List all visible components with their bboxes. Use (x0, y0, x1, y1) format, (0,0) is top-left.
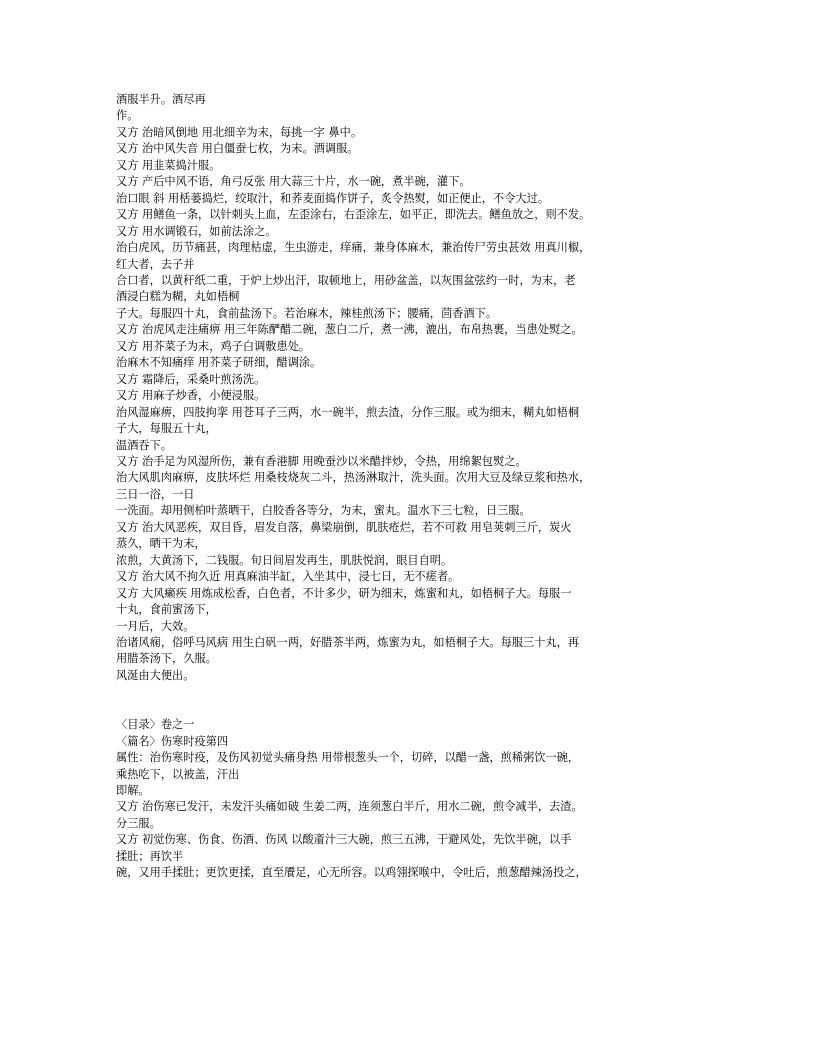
text-line: 〈篇名〉伤寒时疫第四 (116, 734, 229, 748)
text-line: 温酒吞下。 (116, 438, 173, 452)
text-line: 治口眼 斜 用栝蒌捣烂，绞取汁，和荞麦面捣作饼子，炙令热熨，如正便止，不令大过。 (116, 191, 550, 205)
text-line: 又方 用鳝鱼一条，以针刺头上血，左歪涂右，右歪涂左，如平正，即洗去。鳝鱼放之，则不发。 (116, 208, 591, 222)
text-line: 属性：治伤寒时疫，及伤风初觉头痛身热 用带根葱头一个，切碎，以醋一盏，煎稀粥饮一碗， (116, 751, 580, 765)
text-line: 风涎由大便出。 (116, 668, 195, 682)
text-line: 又方 用水调锻石，如前法涂之。 (116, 224, 277, 238)
text-line: 子大。每服四十丸，食前盐汤下。若治麻木，辣桂煎汤下；腰痛，茴香酒下。 (116, 306, 498, 320)
text-line: 三日一浴，一日 (116, 487, 195, 501)
text-line: 合口者，以黄秆纸二重，于炉上炒出汗，取顿地上，用砂盆盖，以灰围盆弦约一时，为末，老 (116, 273, 576, 287)
text-line: 又方 治虎风走注痛痹 用三年陈酽醋二碗，葱白二斤，煮一沸，漉出，布帛热裹，当患处熨之。 (116, 323, 583, 337)
text-line: 蒸久，晒干为末， (116, 537, 206, 551)
text-line: 即解。 (116, 784, 150, 797)
text-line: 子大，每服五十丸， (116, 422, 217, 436)
text-line: 又方 产后中风不语，角弓反张 用大蒜三十片，水一碗，煮半碗，灌下。 (116, 175, 471, 189)
text-line: 揉肚；再饮半 (116, 849, 184, 863)
text-line: 治白虎风，历节痛甚，肉理枯虚，生虫游走，痒痛，兼身体麻木，兼治传尸劳虫甚效 用真川椒， (116, 241, 591, 255)
text-line: 又方 治大风不拘久近 用真麻油半缸，入坐其中，浸七日，无不瘥者。 (116, 570, 460, 584)
text-line: 酒浸白糕为糊，丸如梧桐 (116, 290, 240, 304)
text-line: 碗，又用手揉肚；更饮更揉，直至餍足，心无所容。以鸡翎探喉中，令吐后，煎葱醋辣汤投之， (116, 866, 587, 880)
text-line: 浓煎，大黄汤下，二钱服。旬日间眉发再生，肌肤悦润，眼目自明。 (116, 553, 453, 567)
text-line: 分三服。 (116, 816, 161, 830)
text-line: 红大者，去子并 (116, 257, 195, 271)
text-line: 又方 初觉伤寒、伤食、伤酒、伤风 以酸齑汁三大碗，煎三五沸，于避风处，先饮半碗，以手 (116, 833, 572, 847)
document-text-block (116, 92, 708, 882)
text-line: 又方 用韭菜捣汁服。 (116, 158, 221, 172)
text-line: 治风湿麻痹，四肢拘挛 用苍耳子三两，水一碗半，煎去渣，分作三服。或为细末，糊丸如梧桐 (116, 405, 580, 419)
text-line: 一洗面。却用侧柏叶蒸晒干，白胶香各等分，为末，蜜丸。温水下三七粒，日三服。 (116, 504, 531, 518)
text-line: 又方 治中风失音 用白僵蚕七枚，为末。酒调服。 (116, 142, 359, 156)
text-line: 又方 治手足为风湿所伤，兼有香港脚 用晚蚕沙以米醋拌炒，令热，用绵絮包熨之。 (116, 454, 527, 468)
text-line: 治诸风痫，俗呼马风病 用生白矾一两，好腊茶半两，炼蜜为丸，如梧桐子大。每服三十丸，再 (116, 635, 580, 649)
text-line: 又方 大风癞疾 用炼成松香，白色者，不计多少，研为细末，炼蜜和丸，如梧桐子大。每服一 (116, 586, 572, 600)
text-line: 又方 治暗风倒地 用北细辛为末，每挑一字 鼻中。 (116, 125, 363, 139)
text-line: 〈目录〉卷之一 (116, 718, 195, 732)
text-line: 又方 用芥菜子为末，鸡子白调敷患处。 (116, 339, 311, 353)
text-line: 酒服半升。酒尽再 (116, 93, 206, 106)
text-line: 十丸，食前蜜汤下， (116, 603, 217, 617)
text-line: 乘热吃下，以被盖，汗出 (116, 767, 240, 781)
blank-line (116, 701, 708, 717)
text-line: 用腊茶汤下，久服。 (116, 652, 217, 666)
blank-line (116, 684, 708, 700)
text-line: 一月后，大效。 (116, 619, 195, 633)
text-line: 治麻木不知痛痒 用芥菜子研细，醋调涂。 (116, 356, 322, 370)
text-line: 又方 用麻子炒香，小便浸服。 (116, 389, 266, 403)
text-line: 作。 (116, 109, 139, 123)
text-line: 又方 霜降后，采桑叶煎汤洗。 (116, 372, 266, 386)
text-line: 又方 治伤寒已发汗，未发汗头痛如破 生姜二两，连须葱白半斤，用水二碗，煎令减半，去渣。 (116, 800, 583, 814)
text-line: 又方 治大风恶疾，双目昏，眉发自落，鼻梁崩倒，肌肤疮烂，若不可救 用皂荚刺三斤，炭火 (116, 520, 572, 534)
text-line: 治大风肌肉麻痹，皮肤坏烂 用桑枝烧灰二斗，热汤淋取汁，洗头面。次用大豆及绿豆浆和热水， (116, 471, 591, 485)
